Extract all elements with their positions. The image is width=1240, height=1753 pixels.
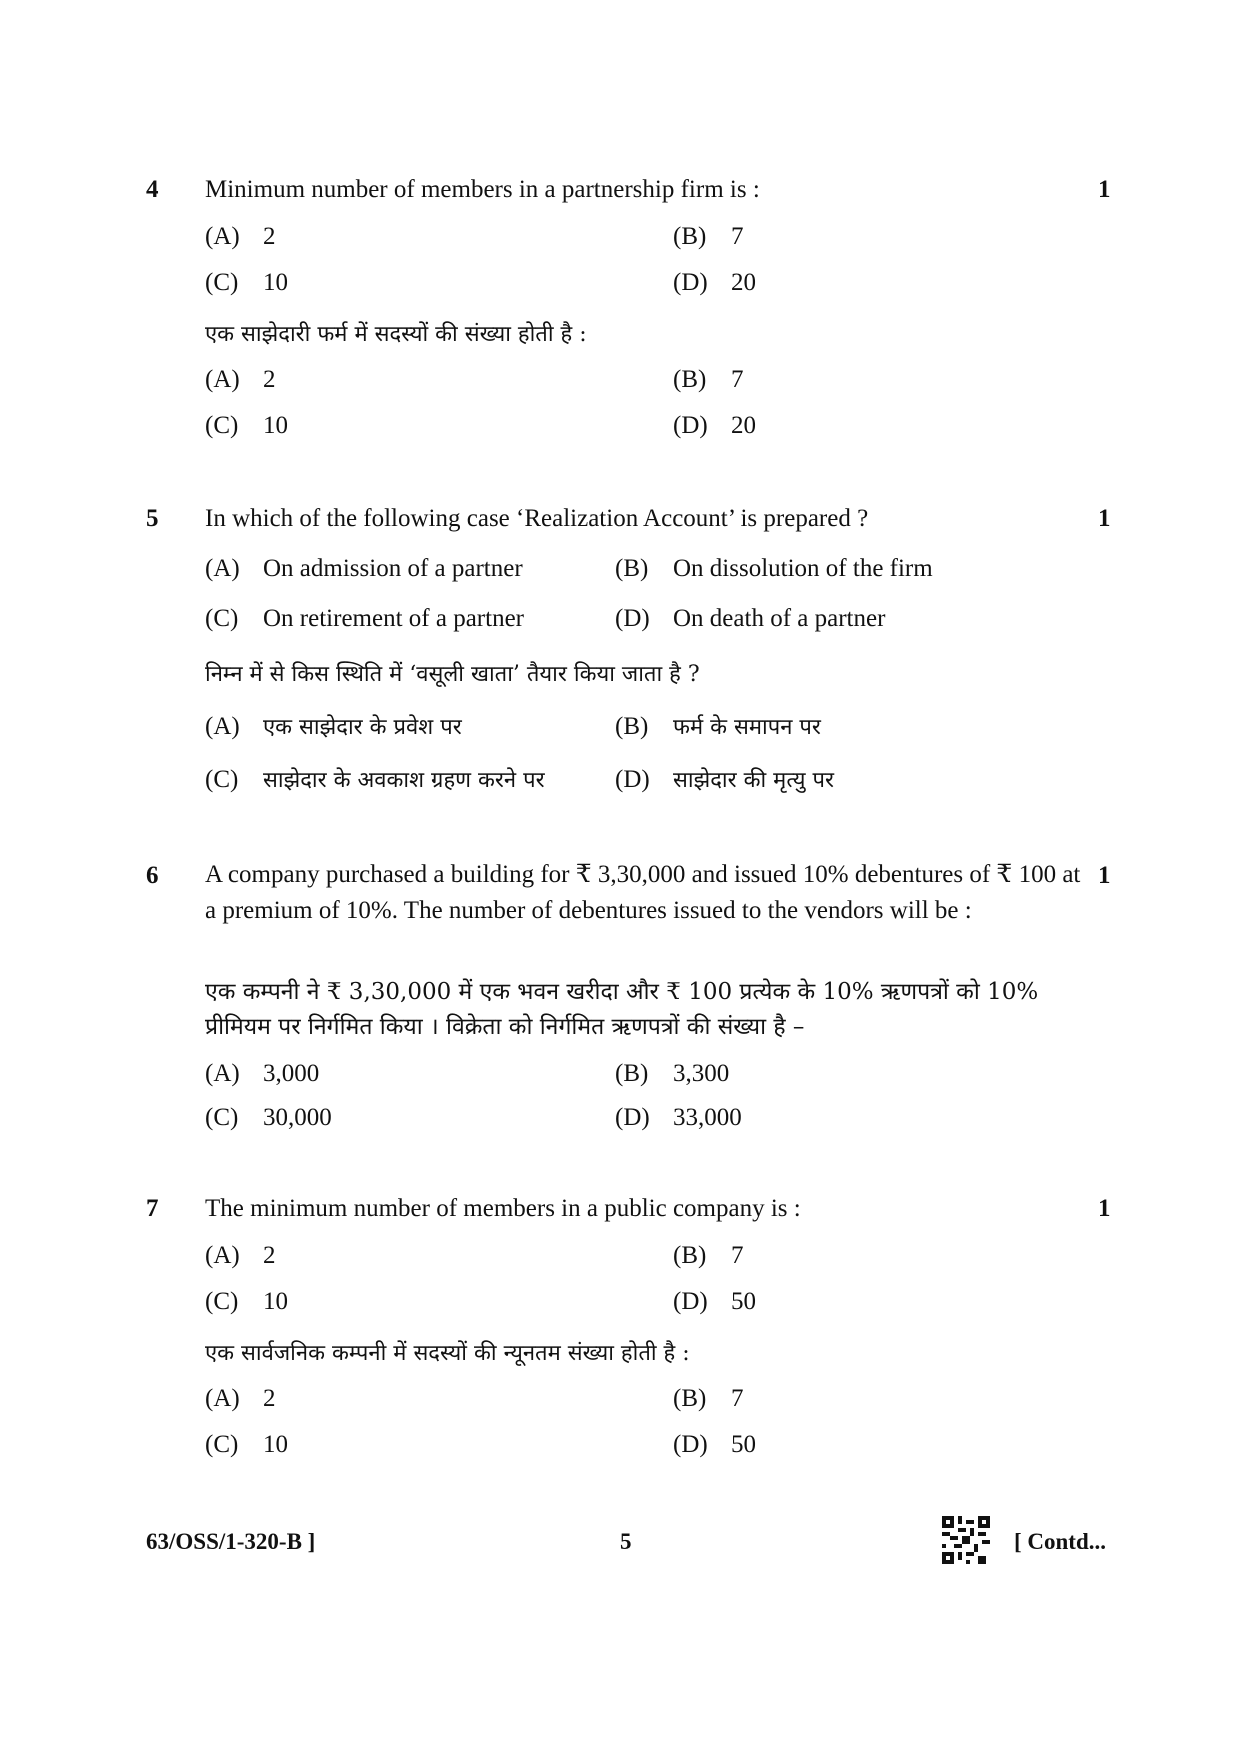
question-marks: 1: [1098, 1195, 1111, 1222]
option-b: (B) 3,300: [615, 1060, 730, 1087]
paper-code: 63/OSS/1-320-B ]: [146, 1529, 316, 1554]
option-d: (D) On death of a partner: [615, 605, 886, 632]
option-a-hi: (A) 2: [205, 1385, 276, 1412]
option-b: (B) 7: [673, 223, 744, 250]
question-marks: 1: [1098, 862, 1111, 889]
option-b-hi: (B) 7: [673, 366, 744, 393]
option-a-hi: (A) 2: [205, 366, 276, 393]
question-stem-hi: निम्न में से किस स्थिति में ‘वसूली खाता’ तैयार किया जाता है ?: [205, 662, 700, 687]
option-c-hi: (C) 10: [205, 1431, 288, 1458]
option-b-hi: (B) 7: [673, 1385, 744, 1412]
option-c: (C) 10: [205, 269, 288, 296]
option-d-hi: (D) 20: [673, 412, 756, 439]
option-d-hi: (D) 50: [673, 1431, 756, 1458]
option-d: (D) 33,000: [615, 1104, 742, 1131]
option-d-hi: (D) साझेदार की मृत्यु पर: [615, 766, 834, 793]
option-b: (B) 7: [673, 1242, 744, 1269]
qr-code-icon: [942, 1516, 990, 1564]
continued-label: [ Contd...: [1014, 1529, 1107, 1554]
question-stem-en: A company purchased a building for ₹ 3,30,000 and issued 10% debentures of ₹ 100 at a premium of 10%. The number of debentures issued to the vendors will be :: [205, 861, 1081, 924]
question-stem-hi: एक कम्पनी ने ₹ 3,30,000 में एक भवन खरीदा और ₹ 100 प्रत्येक के 10% ऋणपत्रों को 10% प्रीमियम पर निर्गमित किया । विक्रेता को निर्गमित ऋणपत्रों की संख्या है –: [205, 979, 1039, 1040]
question-number: 5: [146, 505, 159, 532]
option-a-hi: (A) एक साझेदार के प्रवेश पर: [205, 713, 462, 740]
option-c: (C) 10: [205, 1288, 288, 1315]
option-a: (A) 3,000: [205, 1060, 320, 1087]
question-stem-hi: एक सार्वजनिक कम्पनी में सदस्यों की न्यूनतम संख्या होती है :: [205, 1341, 690, 1366]
question-stem-en: The minimum number of members in a public company is :: [205, 1195, 801, 1222]
question-stem-en: Minimum number of members in a partnership firm is :: [205, 176, 760, 203]
question-marks: 1: [1098, 505, 1111, 532]
option-a: (A) 2: [205, 1242, 276, 1269]
option-a: (A) 2: [205, 223, 276, 250]
question-number: 7: [146, 1195, 159, 1222]
option-b: (B) On dissolution of the firm: [615, 555, 933, 582]
option-c: (C) On retirement of a partner: [205, 605, 524, 632]
option-b-hi: (B) फर्म के समापन पर: [615, 713, 821, 740]
option-a: (A) On admission of a partner: [205, 555, 523, 582]
question-number: 4: [146, 176, 159, 203]
option-c-hi: (C) 10: [205, 412, 288, 439]
option-c-hi: (C) साझेदार के अवकाश ग्रहण करने पर: [205, 766, 545, 793]
question-stem-hi: एक साझेदारी फर्म में सदस्यों की संख्या होती है :: [205, 322, 587, 347]
question-number: 6: [146, 862, 159, 889]
option-d: (D) 50: [673, 1288, 756, 1315]
page-number: 5: [620, 1529, 632, 1554]
question-stem-en: In which of the following case ‘Realization Account’ is prepared ?: [205, 505, 869, 532]
question-marks: 1: [1098, 176, 1111, 203]
option-c: (C) 30,000: [205, 1104, 332, 1131]
option-d: (D) 20: [673, 269, 756, 296]
